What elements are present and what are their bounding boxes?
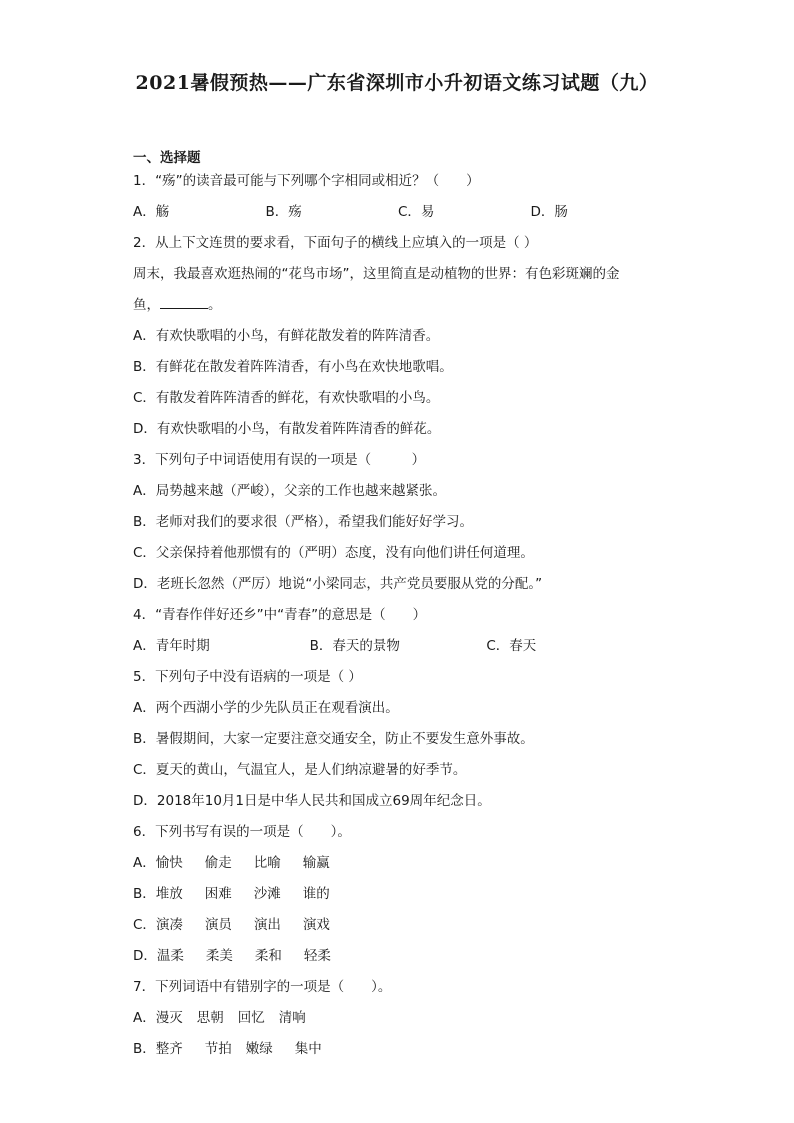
question-6-stem: 6．下列书写有误的一项是（ ）。 bbox=[133, 824, 351, 840]
question-5-stem: 5．下列句子中没有语病的一项是（ ） bbox=[133, 669, 362, 685]
option-d[interactable] bbox=[133, 945, 663, 976]
word: 漫灭 bbox=[155, 1010, 183, 1026]
word: 集中 bbox=[294, 1041, 322, 1057]
word: 愉快 bbox=[155, 855, 183, 871]
option-label: B． bbox=[133, 1041, 156, 1057]
word: 温柔 bbox=[156, 948, 184, 964]
option-c[interactable]: C．夏天的黄山，气温宜人，是人们纳凉避暑的好季节。 bbox=[133, 762, 467, 778]
word: 困难 bbox=[204, 886, 232, 902]
word: 清响 bbox=[278, 1010, 306, 1026]
option-label: D． bbox=[133, 948, 157, 964]
word: 思朝 bbox=[196, 1010, 224, 1026]
option-label: A． bbox=[133, 855, 156, 871]
word: 演出 bbox=[253, 917, 281, 933]
word: 谁的 bbox=[302, 886, 330, 902]
option-b[interactable]: B．暑假期间，大家一定要注意交通安全，防止不要发生意外事故。 bbox=[133, 731, 534, 747]
option-c[interactable]: C．父亲保持着他那惯有的（严明）态度，没有向他们讲任何道理。 bbox=[133, 545, 534, 561]
passage-end: 。 bbox=[208, 297, 222, 313]
option-c[interactable]: C．易 bbox=[398, 204, 435, 220]
word: 偷走 bbox=[204, 855, 232, 871]
option-a[interactable]: A．觞 bbox=[133, 204, 170, 220]
question-1-options bbox=[133, 201, 663, 232]
question-4-options bbox=[133, 635, 663, 666]
option-label: A． bbox=[133, 1010, 156, 1026]
option-d[interactable]: D．2018年10月1日是中华人民共和国成立69周年纪念日。 bbox=[133, 793, 491, 809]
question-2-passage-cont bbox=[133, 294, 663, 325]
question-2-stem: 2．从上下文连贯的要求看，下面句子的横线上应填入的一项是（ ） bbox=[133, 235, 538, 251]
option-b[interactable]: B．老师对我们的要求很（严格），希望我们能好好学习。 bbox=[133, 514, 474, 530]
question-2-passage: 周末，我最喜欢逛热闹的“花鸟市场”，这里简直是动植物的世界：有色彩斑斓的金 bbox=[133, 266, 620, 282]
word: 节拍 bbox=[204, 1041, 232, 1057]
option-d[interactable]: D．肠 bbox=[530, 204, 568, 220]
question-4-stem: 4．“青春作伴好还乡”中“青春”的意思是（ ） bbox=[133, 607, 427, 623]
word: 沙滩 bbox=[253, 886, 281, 902]
question-3-stem: 3．下列句子中词语使用有误的一项是（ ） bbox=[133, 452, 426, 468]
word: 比喻 bbox=[253, 855, 281, 871]
option-c[interactable]: C．春天 bbox=[486, 638, 537, 654]
word: 回忆 bbox=[237, 1010, 265, 1026]
fill-in-blank[interactable] bbox=[160, 294, 208, 309]
option-label: C． bbox=[133, 917, 156, 933]
section-heading: 一、选择题 bbox=[133, 150, 201, 166]
word: 整齐 bbox=[155, 1041, 183, 1057]
word: 演员 bbox=[204, 917, 232, 933]
passage-text: 鱼， bbox=[133, 297, 160, 313]
option-a[interactable] bbox=[133, 852, 663, 883]
option-b[interactable]: B．春天的景物 bbox=[309, 638, 400, 654]
option-a[interactable]: A．青年时期 bbox=[133, 638, 210, 654]
word: 轻柔 bbox=[303, 948, 331, 964]
word: 柔和 bbox=[254, 948, 282, 964]
option-c[interactable]: C．有散发着阵阵清香的鲜花，有欢快歌唱的小鸟。 bbox=[133, 390, 440, 406]
word: 嫩绿 bbox=[245, 1041, 273, 1057]
word: 堆放 bbox=[155, 886, 183, 902]
option-a[interactable] bbox=[133, 1007, 663, 1038]
option-b[interactable]: B．有鲜花在散发着阵阵清香，有小鸟在欢快地歌唱。 bbox=[133, 359, 453, 375]
option-b[interactable] bbox=[133, 883, 663, 914]
option-d[interactable]: D．老班长忽然（严厉）地说“小梁同志，共产党员要服从党的分配。” bbox=[133, 576, 543, 592]
question-7-stem: 7．下列词语中有错别字的一项是（ ）。 bbox=[133, 979, 392, 995]
word: 演戏 bbox=[302, 917, 330, 933]
option-d[interactable]: D．有欢快歌唱的小鸟，有散发着阵阵清香的鲜花。 bbox=[133, 421, 441, 437]
option-b[interactable] bbox=[133, 1038, 663, 1069]
option-label: B． bbox=[133, 886, 156, 902]
question-1-stem: 1．“殇”的读音最可能与下列哪个字相同或相近？（ ） bbox=[133, 173, 480, 189]
word: 演凑 bbox=[155, 917, 183, 933]
question-list bbox=[133, 170, 663, 1069]
word: 柔美 bbox=[205, 948, 233, 964]
option-b[interactable]: B．殇 bbox=[265, 204, 302, 220]
option-a[interactable]: A．两个西湖小学的少先队员正在观看演出。 bbox=[133, 700, 399, 716]
option-c[interactable] bbox=[133, 914, 663, 945]
word: 输赢 bbox=[302, 855, 330, 871]
option-a[interactable]: A．局势越来越（严峻），父亲的工作也越来越紧张。 bbox=[133, 483, 446, 499]
page-title: 2021暑假预热——广东省深圳市小升初语文练习试题（九） bbox=[135, 72, 659, 94]
option-a[interactable]: A．有欢快歌唱的小鸟，有鲜花散发着的阵阵清香。 bbox=[133, 328, 440, 344]
